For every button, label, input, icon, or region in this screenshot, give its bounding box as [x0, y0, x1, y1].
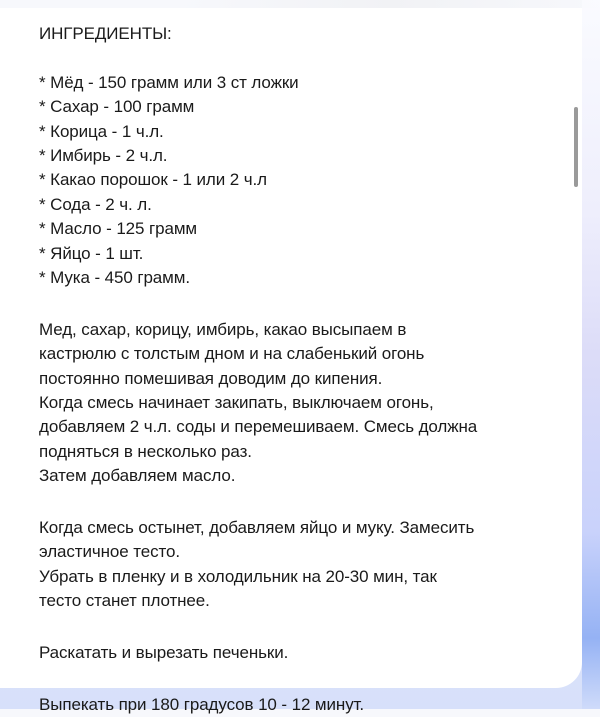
instruction-line: подняться в несколько раз. — [39, 441, 252, 461]
ingredient-item: * Мёд - 150 грамм или 3 ст ложки — [39, 72, 299, 92]
instruction-line: Затем добавляем масло. — [39, 466, 236, 486]
message-card — [0, 8, 582, 714]
instruction-line: Мед, сахар, корицу, имбирь, какао высыпаем в — [39, 319, 407, 339]
ingredient-item: * Масло - 125 грамм — [39, 219, 197, 239]
instruction-line: эластичное тесто. — [39, 542, 180, 562]
top-shade — [180, 0, 600, 8]
ingredient-item: * Сода - 2 ч. л. — [39, 194, 152, 214]
instruction-line: Когда смесь начинает закипать, выключаем огонь, — [39, 393, 434, 413]
instruction-line: Убрать в пленку и в холодильник на 20-30 мин, так — [39, 566, 437, 586]
ingredient-item: * Мука - 450 грамм. — [39, 268, 190, 288]
ingredient-item: * Какао порошок - 1 или 2 ч.л — [39, 170, 267, 190]
ingredient-item: * Корица - 1 ч.л. — [39, 121, 164, 141]
background-gradient — [582, 0, 600, 709]
ingredients-heading: ИНГРЕДИЕНТЫ: — [39, 24, 172, 43]
instruction-line: Раскатать и вырезать печеньки. — [39, 643, 289, 663]
ingredient-item: * Яйцо - 1 шт. — [39, 243, 144, 263]
instruction-line: тесто станет плотнее. — [39, 591, 210, 611]
recipe-text — [39, 22, 569, 717]
instruction-line: Когда смесь остынет, добавляем яйцо и муку. Замесить — [39, 518, 475, 538]
instruction-line: кастрюлю с толстым дном и на слабенький огонь — [39, 344, 425, 364]
instruction-line: добавляем 2 ч.л. соды и перемешиваем. Смесь должна — [39, 417, 478, 437]
ingredient-item: * Сахар - 100 грамм — [39, 97, 195, 117]
instruction-line: постоянно помешивая доводим до кипения. — [39, 368, 383, 388]
instruction-line: Выпекать при 180 градусов 10 - 12 минут. — [39, 694, 365, 714]
ingredient-item: * Имбирь - 2 ч.л. — [39, 146, 168, 166]
vertical-scrollbar[interactable] — [574, 107, 578, 187]
